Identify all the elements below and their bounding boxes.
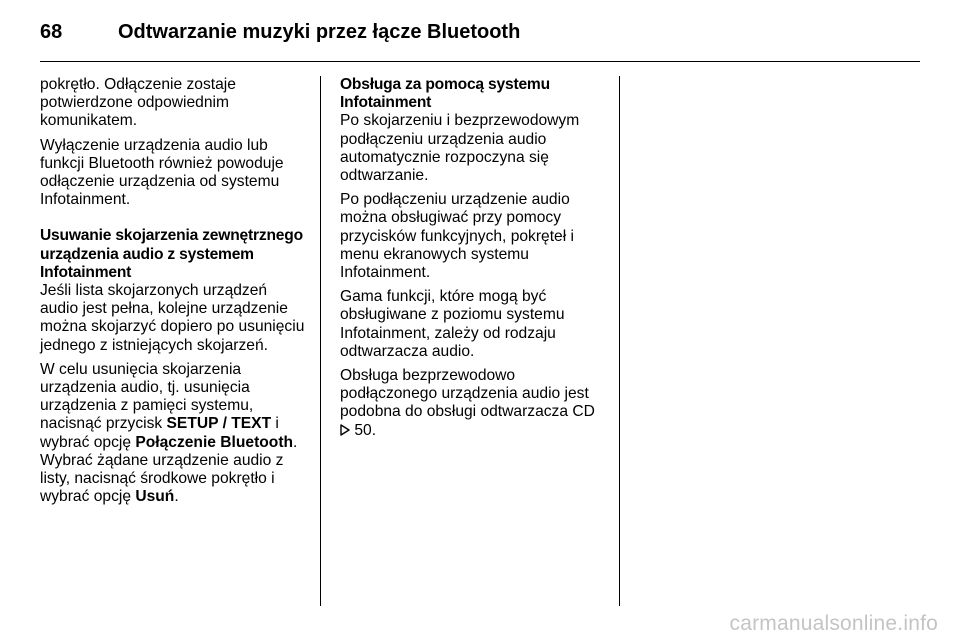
page-header xyxy=(40,20,920,44)
column-divider xyxy=(320,76,321,606)
paragraph xyxy=(340,367,608,440)
paragraph: pokrętło. Odłączenie zostaje potwierdzone odpowiednim komunikatem. xyxy=(40,76,236,130)
option-name-delete: Usuń xyxy=(135,488,175,506)
text-column-middle xyxy=(340,76,608,446)
option-name-bluetooth-connection: Połączenie Bluetooth xyxy=(135,433,294,451)
paragraph: Po podłączeniu urządzenie audio można obsługiwać przy pomocy przycisków funkcyjnych, pokręteł i menu ekranowych systemu Infotainment. xyxy=(340,191,574,282)
paragraph-text: . Wybrać żądane urządzenie audio z listy, nacisnąć środkowe pokrętło i wybrać opcję xyxy=(40,433,298,506)
paragraph-text: . xyxy=(174,488,179,506)
paragraph-text: Obsługa bezprzewodowo podłączonego urządzenia audio jest podobna do obsługi odtwarzacza CD xyxy=(340,367,595,421)
text-column-left xyxy=(40,76,308,512)
paragraph: Jeśli lista skojarzonych urządzeń audio jest pełna, kolejne urządzenie można skojarzyć dopiero po usunięciu jednego z istniejących skojarzeń. xyxy=(40,282,305,354)
button-name-setup-text: SETUP / TEXT xyxy=(166,415,272,433)
section-heading: Obsługa za pomocą systemu Infotainment xyxy=(340,76,550,112)
column-divider xyxy=(619,76,620,606)
header-rule xyxy=(40,61,920,62)
section-heading: Usuwanie skojarzenia zewnętrznego urządzenia audio z systemem Infotainment xyxy=(40,227,303,281)
paragraph: Gama funkcji, które mogą być obsługiwane z poziomu systemu Infotainment, zależy od rodzaju odtwarzacza audio. xyxy=(340,288,565,360)
paragraph-text: i wybrać opcję xyxy=(40,415,279,451)
page-title: Odtwarzanie muzyki przez łącze Bluetooth xyxy=(118,21,521,43)
paragraph-text: W celu usunięcia skojarzenia urządzenia audio, tj. usunięcia urządzenia z pamięci systemu, nacisnąć przycisk xyxy=(40,360,254,433)
page-reference-link[interactable]: 50. xyxy=(354,421,377,439)
spacer xyxy=(40,215,308,227)
paragraph: Wyłączenie urządzenia audio lub funkcji Bluetooth również powoduje odłączenie urządzenia od systemu Infotainment. xyxy=(40,136,284,209)
page-reference-triangle-icon xyxy=(340,423,350,435)
watermark: carmanualsonline.info xyxy=(729,612,938,635)
page-number: 68 xyxy=(40,21,63,43)
paragraph xyxy=(40,361,308,507)
paragraph: Po skojarzeniu i bezprzewodowym podłączeniu urządzenia audio automatycznie rozpoczyna się odtwarzanie. xyxy=(340,112,580,185)
